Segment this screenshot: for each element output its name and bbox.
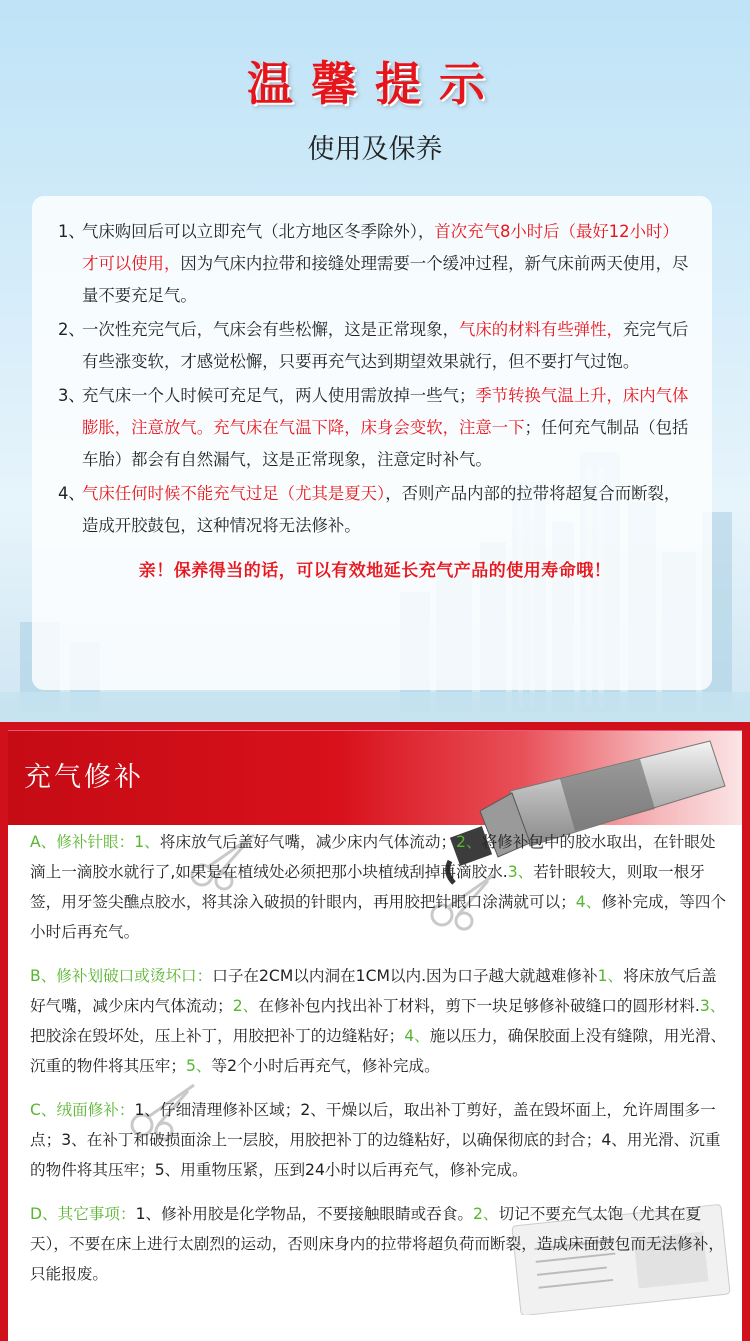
- repair-frame: [0, 722, 750, 1341]
- tip-highlight: 季节转换气温上升，床内气体膨胀，注意放气。充气床在气温下降，床身会变软，注意一下: [82, 386, 689, 437]
- step-text: 5、: [154, 1161, 181, 1179]
- tips-list: [58, 216, 692, 542]
- step-text: 1、: [134, 1101, 160, 1119]
- tip-item: [58, 380, 692, 476]
- page-subtitle: 使用及保养: [307, 134, 443, 165]
- repair-section: [30, 1095, 730, 1185]
- tip-segment: 一次性充完气后，气床会有些松懈，这是正常现象，: [82, 320, 459, 339]
- tip-item: [58, 314, 692, 378]
- step-text: 用重物压紧，压到24小时以后再充气，修补完成。: [180, 1161, 528, 1179]
- step-number: 3、: [699, 997, 726, 1015]
- repair-title: 充气修补: [24, 762, 144, 793]
- repair-section: [30, 1199, 730, 1289]
- step-number: 1、: [597, 967, 624, 985]
- step-text: 4、: [601, 1131, 627, 1149]
- tip-segment: 因为气床内拉带和接缝处理需要一个缓冲过程，新气床前两天使用，尽量不要充足气。: [82, 254, 689, 305]
- step-text: 修补完成，等四个小时后再充气。: [30, 893, 727, 941]
- repair-section-label: A、修补针眼：: [30, 833, 135, 851]
- tip-highlight: 气床任何时候不能充气过足（尤其是夏天）: [82, 484, 386, 503]
- step-text: 在补丁和破损面涂上一层胶，用胶把补丁的边缝粘好，以确保彻底的封合；: [86, 1131, 602, 1149]
- step-number: 3、: [507, 863, 534, 881]
- tip-item: [58, 478, 692, 542]
- repair-section-label: D、其它事项：: [30, 1205, 136, 1223]
- step-number: 2、: [456, 833, 482, 851]
- repair-section-label: B、修补划破口或烫坏口：: [30, 967, 213, 985]
- tip-highlight: 首次充气8小时后（最好12小时）才可以使用，: [82, 222, 679, 273]
- page-title: 温馨提示: [247, 57, 503, 111]
- step-text: 切记不要充气太饱（尤其在夏天），不要在床上进行太剧烈的运动，否则床身内的拉带将超负荷而断裂，造成床面鼓包而无法修补，只能报废。: [30, 1205, 724, 1283]
- step-text: 2、: [300, 1101, 326, 1119]
- tip-number: 4、: [58, 484, 85, 503]
- step-text: 将床放气后盖好气嘴，减少床内气体流动；: [159, 833, 457, 851]
- step-text: 施以压力，确保胶面上没有缝隙，用光滑、沉重的物件将其压牢；: [30, 1027, 727, 1075]
- repair-section: [30, 827, 730, 947]
- step-number: 2、: [232, 997, 259, 1015]
- step-number: 5、: [185, 1057, 212, 1075]
- tip-number: 2、: [58, 320, 85, 339]
- tip-highlight: 气床的材料有些弹性，: [458, 320, 623, 339]
- step-text: 干燥以后，取出补丁剪好，盖在毁坏面上，允许周围多一点；: [30, 1101, 716, 1149]
- repair-section-label: C、绒面修补：: [30, 1101, 135, 1119]
- step-text: 用光滑、沉重的物件将其压牢；: [30, 1131, 721, 1179]
- tips-card: [32, 196, 712, 690]
- tip-segment: ，否则产品内部的拉带将超复合而断裂，造成开胶鼓包，这种情况将无法修补。: [82, 484, 681, 535]
- tip-text: [82, 380, 692, 476]
- step-number: 4、: [404, 1027, 430, 1045]
- step-text: 将床放气后盖好气嘴，减少床内气体流动；: [30, 967, 717, 1015]
- step-text: 3、: [61, 1131, 87, 1149]
- tip-number: 1、: [58, 222, 85, 241]
- tip-item: [58, 216, 692, 312]
- step-number: 1、: [134, 833, 160, 851]
- repair-panel: [8, 730, 742, 1341]
- repair-instructions: [30, 827, 730, 1303]
- step-text: 1、: [135, 1205, 162, 1223]
- step-text: 把胶涂在毁坏处，压上补丁，用胶把补丁的边缝粘好；: [30, 1027, 405, 1045]
- step-text: 若针眼较大，则取一根牙签，用牙签尖醮点胶水，将其涂入破损的针眼内，再用胶把针眼口涂满就可以；: [30, 863, 705, 911]
- step-text: 修补用胶是化学物品，不要接触眼睛或吞食。: [161, 1205, 473, 1223]
- tip-segment: 充气床一个人时候可充足气，两人使用需放掉一些气；: [82, 386, 476, 405]
- closing-note: 亲！保养得当的话，可以有效地延长充气产品的使用寿命哦！: [138, 561, 612, 581]
- step-text: 口子在2CM以内洞在1CM以内.因为口子越大就越难修补: [212, 967, 598, 985]
- tip-text: [82, 478, 692, 542]
- tip-text: [82, 314, 692, 378]
- repair-section: [30, 961, 730, 1081]
- step-number: 2、: [472, 1205, 499, 1223]
- step-text: 将修补包中的胶水取出，在针眼处滴上一滴胶水就行了,如果是在植绒处必须把那小块植绒刮掉再滴胶水.: [30, 833, 716, 881]
- tip-segment: 充完气后有些涨变软，才感觉松懈，只要再充气达到期望效果就行，但不要打气过饱。: [82, 320, 689, 371]
- step-number: 4、: [575, 893, 602, 911]
- step-text: 在修补包内找出补丁材料，剪下一块足够修补破缝口的圆形材料.: [258, 997, 700, 1015]
- tip-number: 3、: [58, 386, 85, 405]
- tip-segment: ；任何充气制品（包括车胎）都会有自然漏气，这是正常现象，注意定时补气。: [82, 418, 689, 469]
- step-text: 等2个小时后再充气，修补完成。: [211, 1057, 440, 1075]
- tip-segment: 气床购回后可以立即充气（北方地区冬季除外），: [82, 222, 435, 241]
- step-text: 仔细清理修补区域；: [159, 1101, 301, 1119]
- tip-text: [82, 216, 692, 312]
